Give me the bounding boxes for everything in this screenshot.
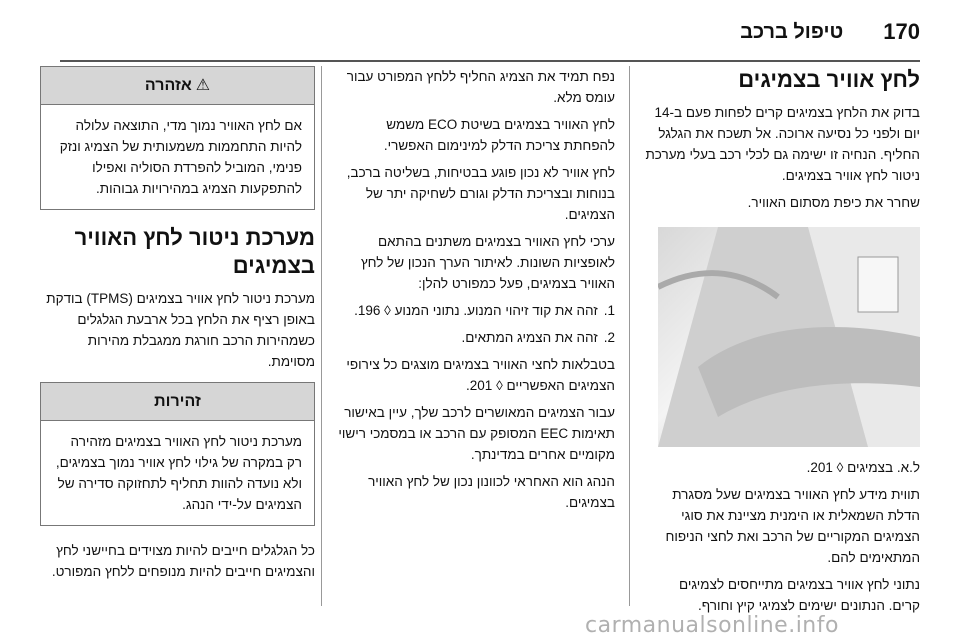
tpms-paragraph: מערכת ניטור לחץ אוויר בצמיגים (TPMS) בודקת באופן רציף את הלחץ בכל ארבעת הגלגלים כשמהירות הרכב חורגת ממגבלת מהירות מסוימת. — [46, 291, 315, 369]
chapter-title: טיפול ברכב — [740, 20, 844, 43]
caution-text: מערכת ניטור לחץ האוויר בצמיגים מזהירה רק במקרה של גילוי לחץ אוויר נמוך בצמיגים, ולא נועדה להוות תחליף לתחזוקה סדירה של הצמיגים על-ידי הנהג. — [55, 434, 302, 512]
eco-pressure-paragraph: לחץ האוויר בצמיגים בשיטת ECO משמש להפחתת צריכת הדלק למינימום האפשרי. — [383, 117, 615, 153]
column-divider — [321, 66, 322, 606]
pressure-values-paragraph: ערכי לחץ האוויר בצמיגים משתנים בהתאם לאופציות השונות. לאיתור הערך הנכון של לחץ האוויר בצמיגים, פעל כמפורט להלן: — [360, 234, 615, 291]
cold-tyres-paragraph: נתוני לחץ אוויר בצמיגים מתייחסים לצמיגים קרים. הנתונים ישימים לצמיגי קיץ וחורף. — [678, 577, 920, 613]
column-divider — [629, 66, 630, 606]
caution-box — [40, 382, 315, 526]
warning-text: אם לחץ האוויר נמוך מדי, התוצאה עלולה להיות התחממות משמעותית של הצמיג ונזק פנימי, המוביל להפרדת הסוליה ואפילו להתפקעות הצמיג במהירויות גבוהות. — [59, 118, 302, 196]
list-item: 2. זהה את הצמיג המתאים. — [461, 330, 615, 345]
warning-triangle-icon: ⚠ — [195, 77, 211, 94]
spare-tyre-paragraph: נפח תמיד את הצמיג החליף ללחץ המפורט עבור עומס מלא. — [346, 69, 615, 105]
page-header — [60, 14, 920, 50]
left-column — [40, 66, 315, 588]
page-number: 170 — [883, 19, 920, 44]
incorrect-pressure-paragraph: לחץ אוויר לא נכון פוגע בבטיחות, בשליטה ברכב, בנוחות ובצריכת הדלק וגורם לשחיקה יתר של הצמיגים. — [346, 165, 615, 222]
tpms-heading: מערכת ניטור לחץ האוויר בצמיגים — [74, 225, 315, 278]
warning-title: ⚠אזהרה — [41, 67, 314, 105]
door-frame-illustration — [658, 227, 920, 447]
middle-column — [335, 66, 615, 519]
valve-cap-paragraph: שחרר את כיפת מסתום האוויר. — [747, 195, 920, 210]
tyre-pressure-heading: לחץ אוויר בצמיגים — [738, 67, 920, 92]
check-pressure-paragraph: בדוק את הלחץ בצמיגים קרים לפחות פעם ב-14 יום ולפני כל נסיעה ארוכה. אל תשכח את הגלגל החליף. הנחיה זו ישימה גם לכלי רכב בעלי מערכת ניטור לחץ אוויר בצמיגים. — [645, 105, 920, 183]
sensors-paragraph: כל הגלגלים חייבים להיות מצוידים בחיישני לחץ והצמיגים חייבים להיות מנופחים ללחץ המפורט. — [51, 543, 315, 579]
label-info-paragraph: תווית מידע לחץ האוויר בצמיגים שעל מסגרת הדלת השמאלית או הימנית מציינת את סוגי הצמיגים המקוריים של הרכב ואת לחצי הניפוח המתאימים להם. — [665, 487, 920, 565]
watermark: carmanualsonline.info — [585, 613, 839, 638]
header-rule — [60, 60, 920, 62]
driver-responsibility-paragraph: הנהג הוא האחראי לכוונון נכון של לחץ האוויר בצמיגים. — [368, 474, 615, 510]
warning-box — [40, 66, 315, 210]
tables-paragraph: בטבלאות לחצי האוויר בצמיגים מוצגים כל צירופי הצמיגים האפשריים ◊ 201. — [346, 357, 615, 393]
tyre-label-photo — [658, 227, 920, 447]
right-column — [645, 66, 920, 622]
caution-title: זהירות — [41, 383, 314, 421]
photo-caption: ל.א. בצמיגים ◊ 201. — [806, 460, 920, 475]
steps-list — [335, 300, 615, 348]
eec-paragraph: עבור הצמיגים המאושרים לרכב שלך, עיין באישור תאימות EEC המסופק עם הרכב או במסמכי רישוי מקומיים אחרים במדינתך. — [338, 405, 615, 462]
list-item: 1. זהה את קוד זיהוי המנוע. נתוני המנוע ◊ 196. — [354, 303, 615, 318]
